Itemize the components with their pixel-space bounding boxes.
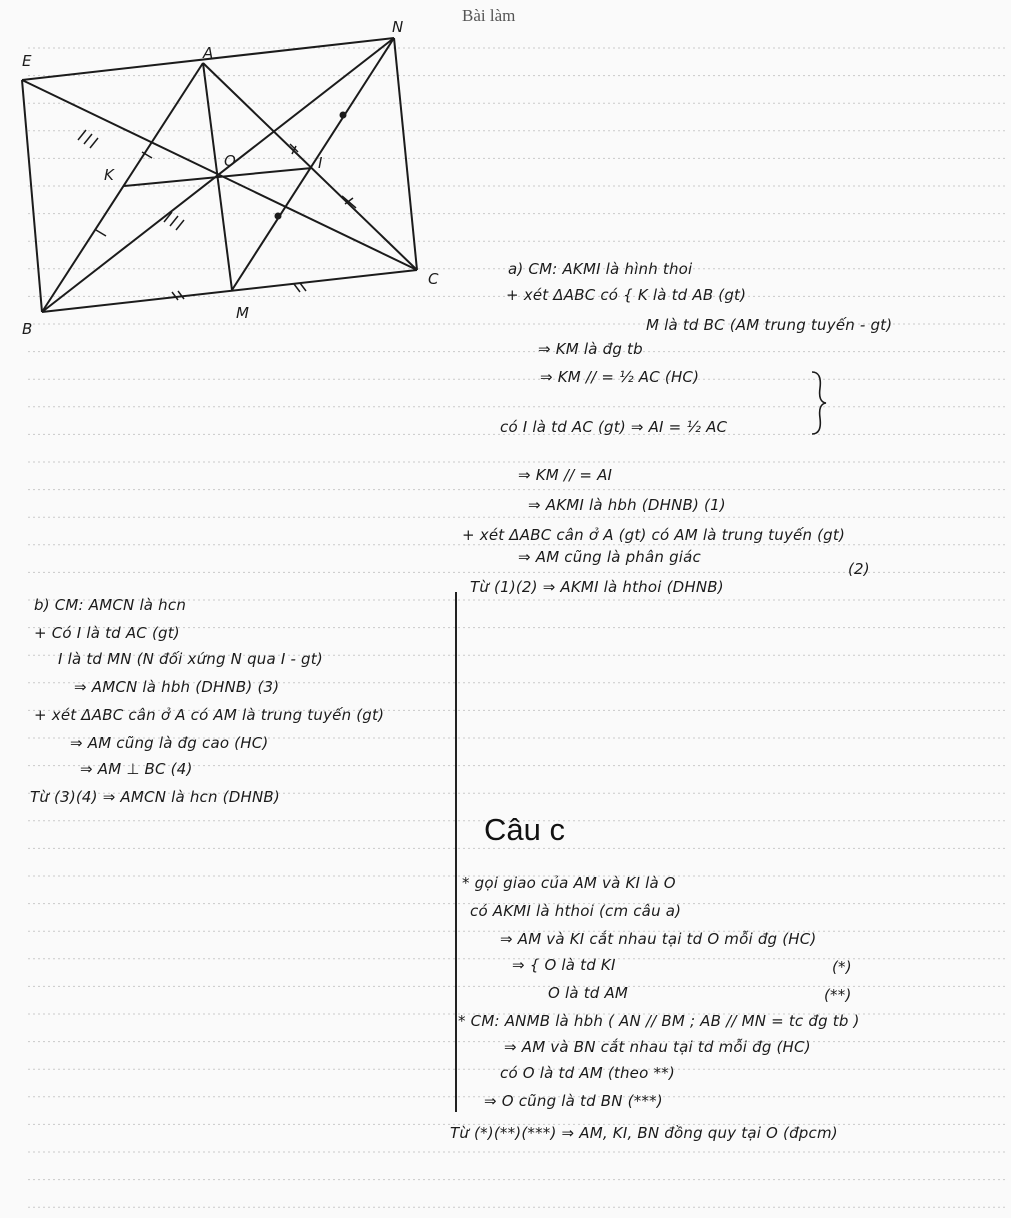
label-N: N xyxy=(392,18,404,36)
part-a-line: Từ (1)(2) ⇒ AKMI là hthoi (DHNB) xyxy=(470,578,724,596)
part-a-line: ⇒ KM là đg tb xyxy=(538,340,643,358)
segment-MN xyxy=(232,38,394,290)
part-c-line: * gọi giao của AM và KI là O xyxy=(462,874,676,892)
part-b-line: b) CM: AMCN là hcn xyxy=(34,596,187,614)
part-c-line: ⇒ AM và KI cắt nhau tại td O mỗi đg (HC) xyxy=(500,930,817,948)
part-c-line: ⇒ AM và BN cắt nhau tại td mỗi đg (HC) xyxy=(504,1038,811,1056)
part-a-line: có I là td AC (gt) ⇒ AI = ½ AC xyxy=(500,418,728,436)
label-O: O xyxy=(224,152,236,170)
part-c-line: Từ (*)(**)(***) ⇒ AM, KI, BN đồng quy tại O (đpcm) xyxy=(450,1124,838,1142)
part-a-line: + xét ΔABC có { K là td AB (gt) xyxy=(506,286,747,304)
part-b-line: I là td MN (N đối xứng N qua I - gt) xyxy=(58,650,323,668)
part-a-line: ⇒ KM // = AI xyxy=(518,466,613,484)
column-divider xyxy=(455,592,457,1112)
part-c-line: O là td AM xyxy=(548,984,629,1002)
point-dot-upper xyxy=(340,112,347,119)
label-I: I xyxy=(318,154,323,172)
part-c-line: (*) xyxy=(832,958,852,976)
part-a-line: ⇒ AKMI là hbh (DHNB) (1) xyxy=(528,496,726,514)
part-a-line: + xét ΔABC cân ở A (gt) có AM là trung tuyến (gt) xyxy=(462,526,846,544)
label-B: B xyxy=(22,320,33,338)
part-c-line: * CM: ANMB là hbh ( AN // BM ; AB // MN = tc đg tb ) xyxy=(458,1012,860,1030)
part-b-line: + xét ΔABC cân ở A có AM là trung tuyến (gt) xyxy=(34,706,385,724)
part-b-line: ⇒ AMCN là hbh (DHNB) (3) xyxy=(74,678,280,696)
part-a-line: M là td BC (AM trung tuyến - gt) xyxy=(646,316,893,334)
label-E: E xyxy=(22,52,32,70)
label-K: K xyxy=(104,166,114,184)
part-b-line: ⇒ AM cũng là đg cao (HC) xyxy=(70,734,269,752)
part-a-line: ⇒ KM // = ½ AC (HC) xyxy=(540,368,700,386)
part-c-line: (**) xyxy=(824,986,852,1004)
label-M: M xyxy=(236,304,249,322)
part-b-line: ⇒ AM ⊥ BC (4) xyxy=(80,760,193,778)
segment-NC xyxy=(394,38,417,270)
brace xyxy=(808,368,832,438)
part-c-line: có AKMI là hthoi (cm câu a) xyxy=(470,902,682,920)
segment-BE xyxy=(22,80,42,312)
part-c-line: ⇒ { O là td KI xyxy=(512,956,616,974)
part-a-line: a) CM: AKMI là hình thoi xyxy=(508,260,693,278)
part-c-title: Câu c xyxy=(484,812,565,847)
part-a-line: ⇒ AM cũng là phân giác xyxy=(518,548,702,566)
part-a-line: (2) xyxy=(848,560,870,578)
part-b-line: + Có I là td AC (gt) xyxy=(34,624,180,642)
point-dot-lower xyxy=(275,213,282,220)
page-header: Bài làm xyxy=(462,6,516,25)
part-c-line: có O là td AM (theo **) xyxy=(500,1064,675,1082)
geometry-figure xyxy=(0,0,460,360)
part-c-line: ⇒ O cũng là td BN (***) xyxy=(484,1092,663,1110)
part-b-line: Từ (3)(4) ⇒ AMCN là hcn (DHNB) xyxy=(30,788,280,806)
label-C: C xyxy=(428,270,439,288)
label-A: A xyxy=(203,44,214,62)
